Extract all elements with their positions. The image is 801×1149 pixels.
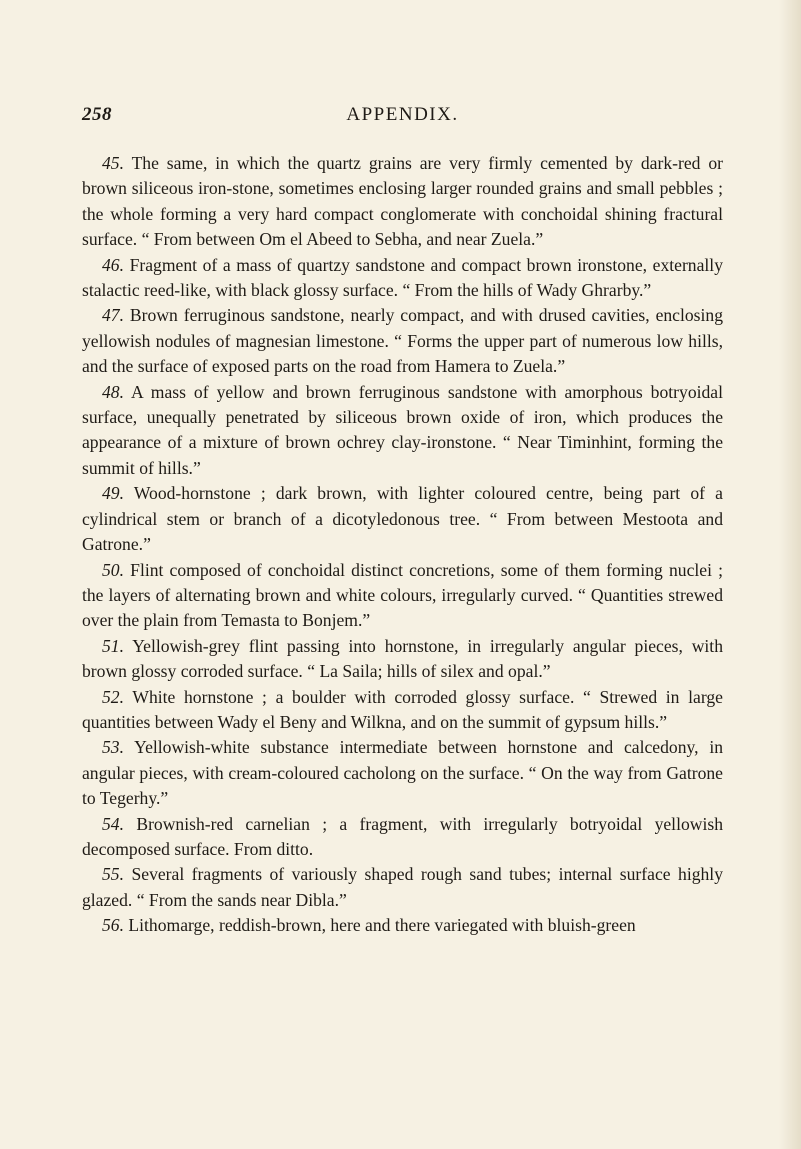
entry-56: [82, 913, 723, 938]
page-header: [82, 104, 723, 130]
entry-text: Yellowish-white substance intermediate between hornstone and calcedony, in angular pieces, with cream-coloured cacholong on the surface. “ On the way from Gatrone to Tegerhy.”: [82, 737, 724, 809]
entry-text: Brown ferruginous sandstone, nearly compact, and with drused cavities, enclosing yellowish nodules of magnesian limestone. “ Forms the upper part of numerous low hills, and the surface of exposed parts on the road from Hamera to Zuela.”: [82, 305, 724, 377]
entry-text: Lithomarge, reddish-brown, here and there variegated with bluish-green: [128, 915, 636, 936]
entry-text: Several fragments of variously shaped rough sand tubes; internal surface highly glazed. “ From the sands near Dibla.”: [82, 864, 723, 910]
entry-text: Fragment of a mass of quartzy sandstone and compact brown ironstone, externally stalactic reed-like, with black glossy surface. “ From the hills of Wady Ghrarby.”: [82, 254, 723, 301]
entry-53: [82, 735, 723, 811]
page-edge-shadow: [779, 0, 801, 1149]
entry-48: [82, 380, 723, 482]
entry-45: [82, 151, 723, 253]
entry-number: 49.: [102, 483, 124, 504]
entry-51: [82, 634, 723, 685]
entry-number: 46.: [102, 254, 124, 275]
entry-number: 50.: [102, 559, 124, 580]
page-number: 258: [82, 104, 112, 125]
entry-number: 47.: [102, 305, 124, 326]
entry-50: [82, 558, 723, 634]
entry-47: [82, 303, 723, 379]
entry-number: 48.: [102, 381, 124, 402]
entry-text: Brownish-red carnelian ; a fragment, with irregularly botryoidal yellowish decomposed surface. From ditto.: [82, 813, 723, 859]
entry-number: 54.: [102, 813, 124, 834]
running-head: APPENDIX.: [346, 104, 459, 125]
entry-text: Yellowish-grey flint passing into hornstone, in irregularly angular pieces, with brown glossy corroded surface. “ La Saila; hills of silex and opal.”: [82, 635, 723, 682]
entry-number: 51.: [102, 635, 124, 656]
entry-text: White hornstone ; a boulder with corroded glossy surface. “ Strewed in large quantities between Wady el Beny and Wilkna, and on the summit of gypsum hills.”: [82, 686, 723, 732]
entry-49: [82, 481, 723, 557]
entry-number: 45.: [102, 153, 124, 173]
entry-number: 52.: [102, 686, 124, 707]
entry-54: [82, 812, 723, 863]
entry-55: [82, 862, 723, 913]
entry-text: The same, in which the quartz grains are very firmly cemented by dark-red or brown siliceous iron-stone, sometimes enclosing larger rounded grains and small pebbles ; the whole forming a very hard compact conglomerate with conchoidal shining fractural surface. “ From between Om el Abeed to Sebha, and near Zuela.”: [82, 153, 723, 250]
entry-number: 55.: [102, 864, 124, 885]
entry-46: [82, 253, 723, 304]
entry-number: 56.: [102, 915, 124, 936]
entry-text: A mass of yellow and brown ferruginous sandstone with amorphous botryoidal surface, unequally penetrated by siliceous brown oxide of iron, which produces the appearance of a mixture of brown ochrey clay-ironstone. “ Near Timinhint, forming the summit of hills.”: [82, 381, 724, 478]
entry-text: Wood-hornstone ; dark brown, with lighter coloured centre, being part of a cylindrical stem or branch of a dicotyledonous tree. “ From between Mestoota and Gatrone.”: [82, 483, 723, 555]
entry-text: Flint composed of conchoidal distinct concretions, some of them forming nuclei ; the layers of alternating brown and white colours, irregularly curved. “ Quantities strewed over the plain from Temasta to Bonjem.”: [82, 559, 723, 631]
appendix-entries: [82, 151, 723, 939]
entry-number: 53.: [102, 737, 124, 758]
entry-52: [82, 685, 723, 736]
